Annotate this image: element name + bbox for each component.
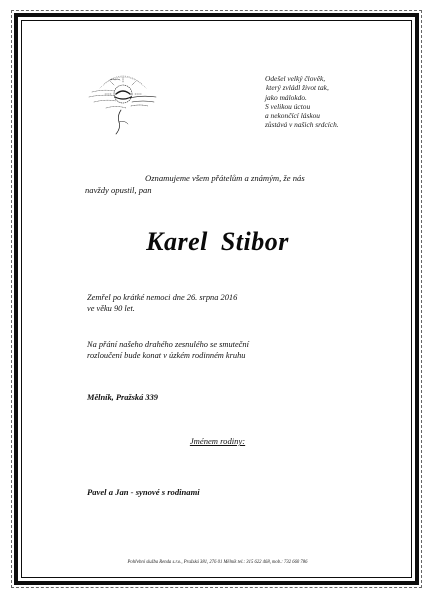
funeral-wish — [87, 339, 249, 361]
death-line: Zemřel po krátké nemoci dne 26. srpna 2016 — [87, 293, 238, 302]
death-line: ve věku 90 let. — [87, 304, 135, 313]
announcement-intro — [85, 172, 375, 196]
poem-line: S velikou úctou — [265, 101, 311, 111]
poem-line: a nekončící láskou — [265, 111, 321, 121]
on-behalf-of-family: Jménem rodiny: — [189, 436, 246, 446]
intro-line: navždy opustil, pan — [85, 185, 152, 195]
sunset-motif-icon — [86, 64, 160, 138]
mourning-family: Pavel a Jan - synové s rodinami — [87, 487, 200, 497]
poem-line: který zvládl život tak, — [266, 83, 329, 93]
funeral-service-footer: Pohřební služba Renda s.r.o., Pražská 381, 276 01 Mělník tel.: 315 622 468, mob.: 732 660 786 — [127, 560, 308, 565]
intro-line: Oznamujeme všem přátelům a známým, že nás — [145, 173, 305, 183]
memorial-poem — [265, 74, 405, 130]
death-details — [87, 292, 237, 314]
deceased-name: Karel Stibor — [146, 227, 289, 256]
poem-line: Odešel velký člověk, — [265, 74, 326, 83]
poem-line: zůstává v našich srdcích. — [265, 120, 339, 130]
poem-line: jako málokdo. — [265, 92, 307, 102]
wish-line: Na přání našeho drahého zesnulého se smuteční — [87, 340, 249, 349]
address: Mělník, Pražská 339 — [87, 393, 158, 402]
wish-line: rozloučení bude konat v úzkém rodinném kruhu — [87, 351, 246, 360]
